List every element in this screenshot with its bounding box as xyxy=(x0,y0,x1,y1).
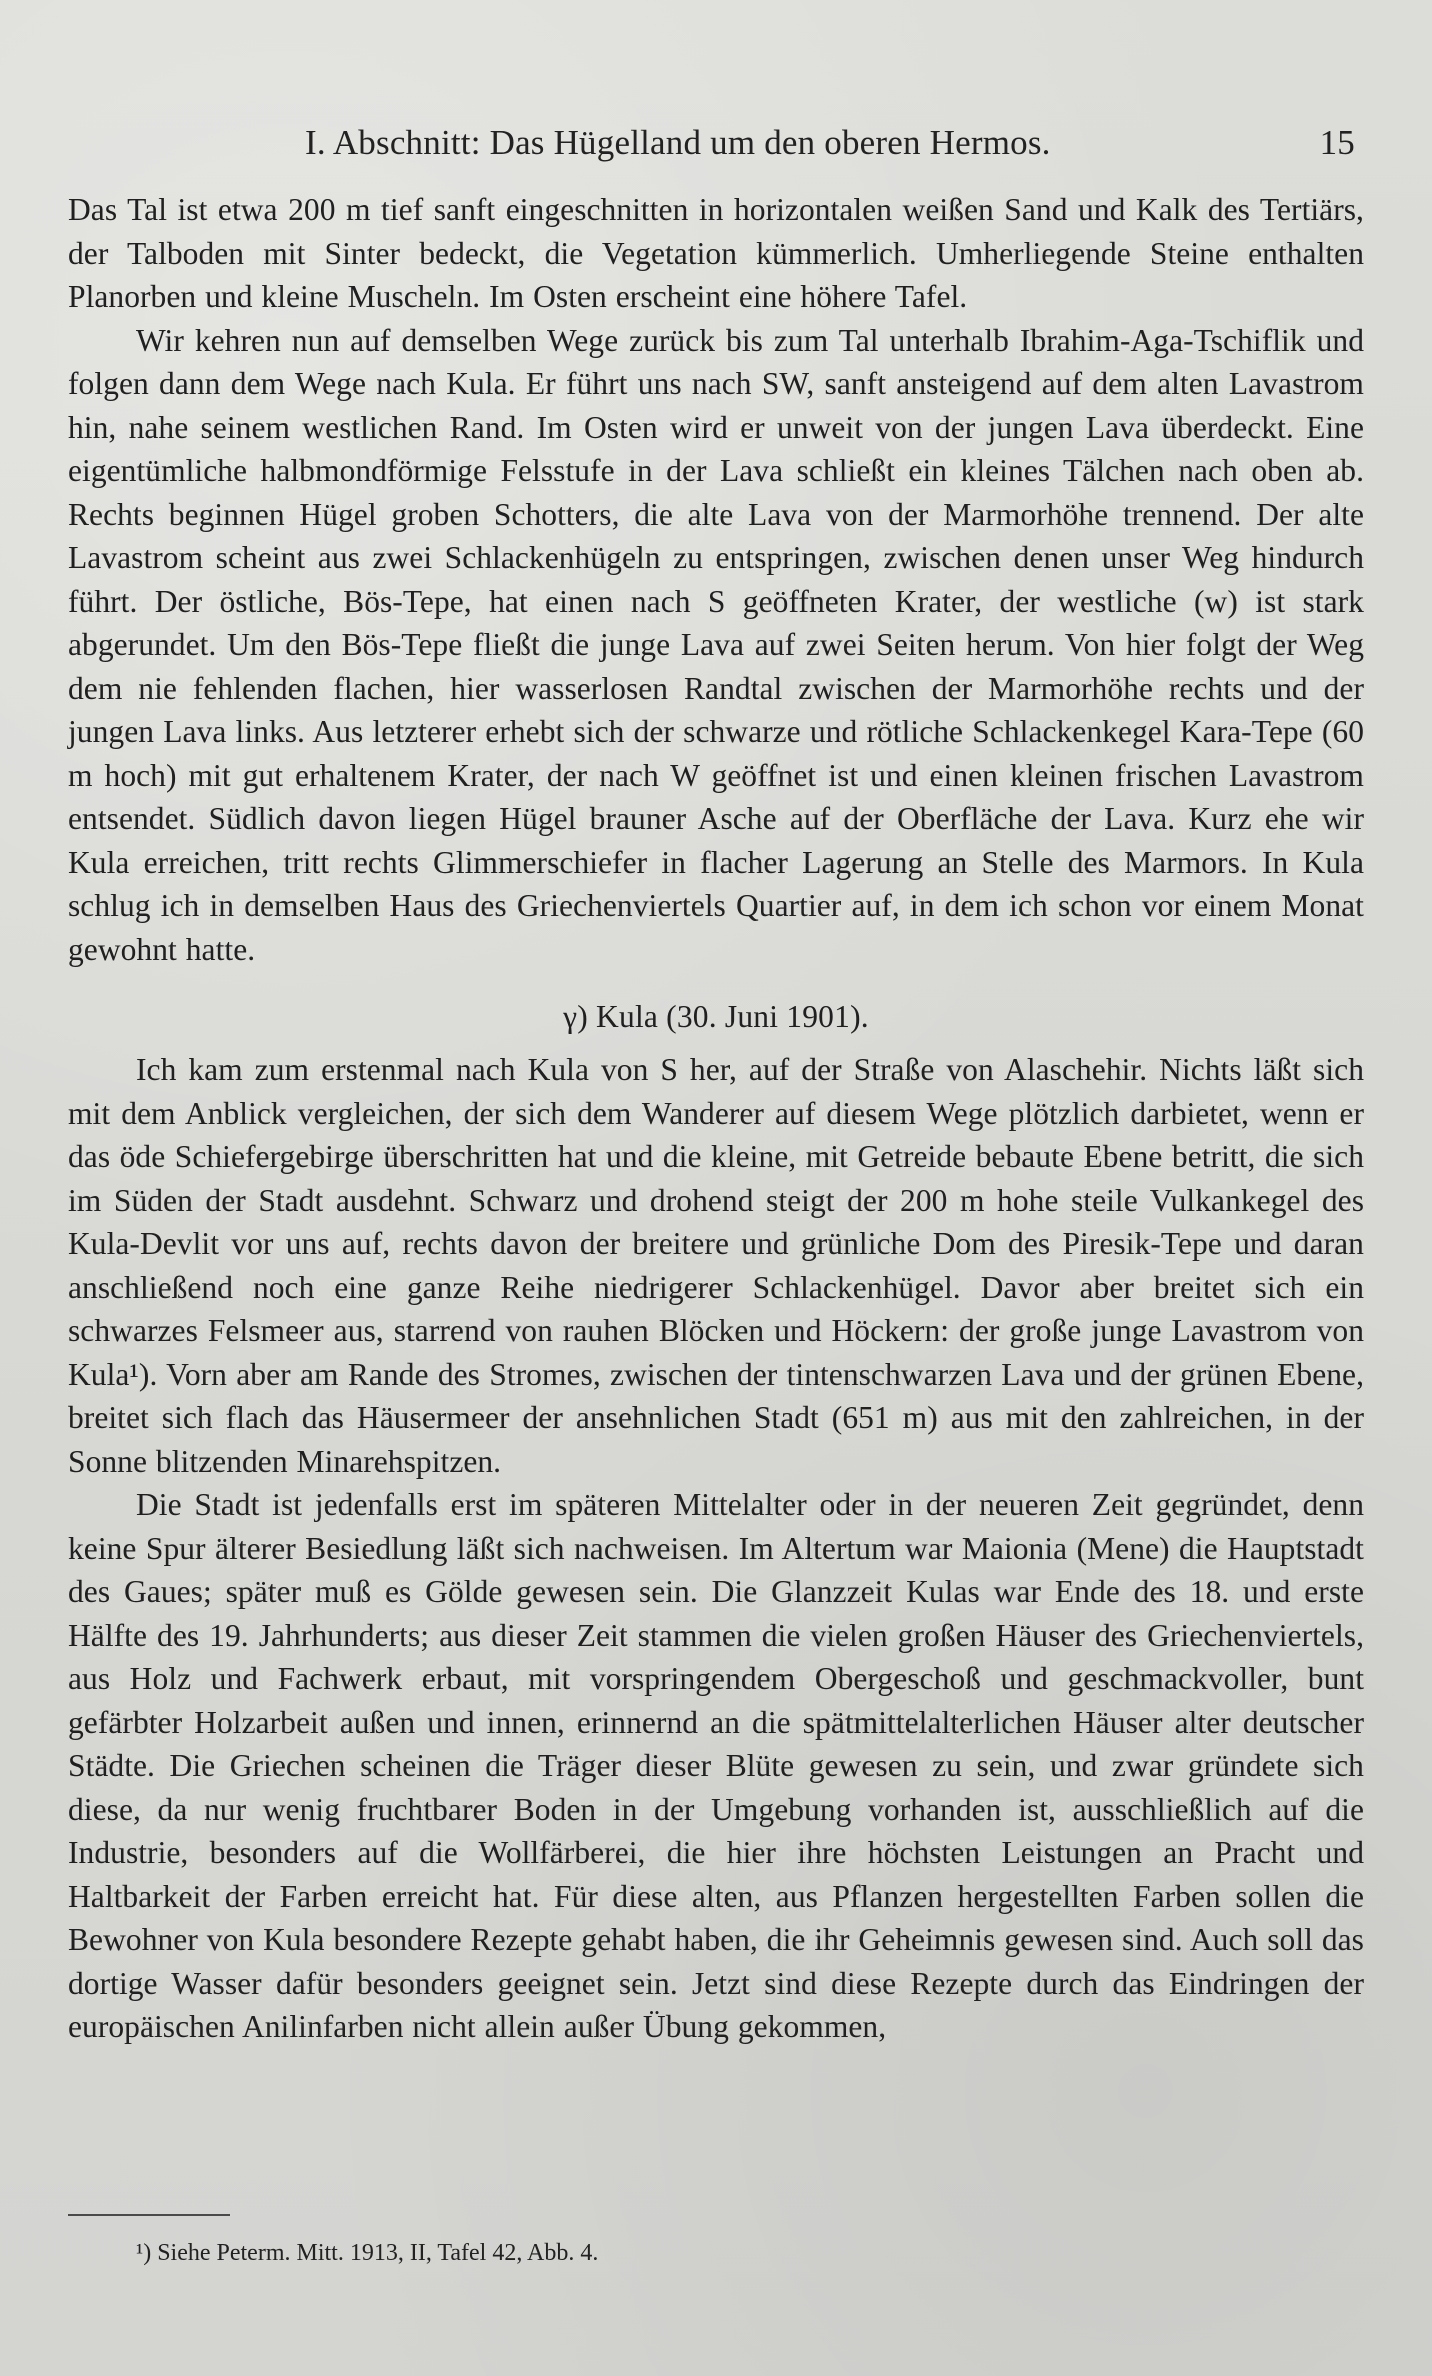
page-body xyxy=(68,188,1364,2049)
running-title: I. Abschnitt: Das Hügelland um den oberen Hermos. xyxy=(305,123,1051,162)
footnote-divider xyxy=(68,2214,230,2216)
page-number: 15 xyxy=(1319,123,1355,162)
paragraph-tal-description: Das Tal ist etwa 200 m tief sanft eingeschnitten in horizontalen weißen Sand und Kalk des Tertiärs, der Talboden mit Sinter bedeckt, die Vegetation kümmerlich. Umherliegende Steine enthalten Planorben und kleine Muscheln. Im Osten erscheint eine höhere Tafel. xyxy=(68,192,1364,314)
paragraph-route-to-kula: Wir kehren nun auf demselben Wege zurück bis zum Tal unterhalb Ibrahim-Aga-Tschiflik und folgen dann dem Wege nach Kula. Er führt uns nach SW, sanft ansteigend auf dem alten Lavastrom hin, nahe seinem westlichen Rand. Im Osten wird er unweit von der jungen Lava überdeckt. Eine eigentümliche halbmondförmige Felsstufe in der Lava schließt ein kleines Tälchen nach oben ab. Rechts beginnen Hügel groben Schotters, die alte Lava von der Marmorhöhe trennend. Der alte Lavastrom scheint aus zwei Schlackenhügeln zu entspringen, zwischen denen unser Weg hindurch führt. Der östliche, Bös-Tepe, hat einen nach S geöffneten Krater, der westliche (w) ist stark abgerundet. Um den Bös-Tepe fließt die junge Lava auf zwei Seiten herum. Von hier folgt der Weg dem nie fehlenden flachen, hier wasserlosen Randtal zwischen der Marmorhöhe rechts und der jungen Lava links. Aus letzterer erhebt sich der schwarze und rötliche Schlackenkegel Kara-Tepe (60 m hoch) mit gut erhaltenem Krater, der nach W geöffnet ist und einen kleinen frischen Lavastrom entsendet. Südlich davon liegen Hügel brauner Asche auf der Oberfläche der Lava. Kurz ehe wir Kula erreichen, tritt rechts Glimmerschiefer in flacher Lagerung an Stelle des Marmors. In Kula schlug ich in demselben Haus des Griechenviertels Quartier auf, in dem ich schon vor einem Monat gewohnt hatte. xyxy=(68,322,1364,967)
paragraph-arrival-kula: Ich kam zum erstenmal nach Kula von S her, auf der Straße von Alaschehir. Nichts läßt sich mit dem Anblick vergleichen, der sich dem Wanderer auf diesem Wege plötzlich darbietet, wenn er das öde Schiefergebirge überschritten hat und die kleine, mit Getreide bebaute Ebene betritt, die sich im Süden der Stadt ausdehnt. Schwarz und drohend steigt der 200 m hohe steile Vulkankegel des Kula-Devlit vor uns auf, rechts davon der breitere und grünliche Dom des Piresik-Tepe und daran anschließend noch eine ganze Reihe niedrigerer Schlackenhügel. Davor aber breitet sich ein schwarzes Felsmeer aus, starrend von rauhen Blöcken und Höckern: der große junge Lavastrom von Kula¹). Vorn aber am Rande des Stromes, zwischen der tintenschwarzen Lava und der grünen Ebene, breitet sich flach das Häusermeer der ansehnlichen Stadt (651 m) aus mit den zahlreichen, in der Sonne blitzenden Minarehspitzen. xyxy=(68,1052,1364,1479)
page-header xyxy=(305,122,1355,164)
paragraph-history-kula: Die Stadt ist jedenfalls erst im späteren Mittelalter oder in der neueren Zeit gegründet, denn keine Spur älterer Besiedlung läßt sich nachweisen. Im Altertum war Maionia (Mene) die Hauptstadt des Gaues; später muß es Gölde gewesen sein. Die Glanzzeit Kulas war Ende des 18. und erste Hälfte des 19. Jahrhunderts; aus dieser Zeit stammen die vielen großen Häuser des Griechenviertels, aus Holz und Fachwerk erbaut, mit vorspringendem Obergeschoß und geschmackvoller, bunt gefärbter Holzarbeit außen und innen, erinnernd an die spätmittelalterlichen Häuser alter deutscher Städte. Die Griechen scheinen die Träger dieser Blüte gewesen zu sein, und zwar gründete sich diese, da nur wenig fruchtbarer Boden in der Umgebung vorhanden ist, ausschließlich auf die Industrie, besonders auf die Wollfärberei, die hier ihre höchsten Leistungen an Pracht und Haltbarkeit der Farben erreicht hat. Für diese alten, aus Pflanzen hergestellten Farben sollen die Bewohner von Kula besondere Rezepte gehabt haben, die ihr Geheimnis gewesen sind. Auch soll das dortige Wasser dafür besonders geeignet sein. Jetzt sind diese Rezepte durch das Eindringen der europäischen Anilinfarben nicht allein außer Übung gekommen, xyxy=(68,1487,1364,2044)
footnote: ¹) Siehe Peterm. Mitt. 1913, II, Tafel 42, Abb. 4. xyxy=(136,2240,599,2266)
section-heading: γ) Kula (30. Juni 1901). xyxy=(563,999,869,1034)
